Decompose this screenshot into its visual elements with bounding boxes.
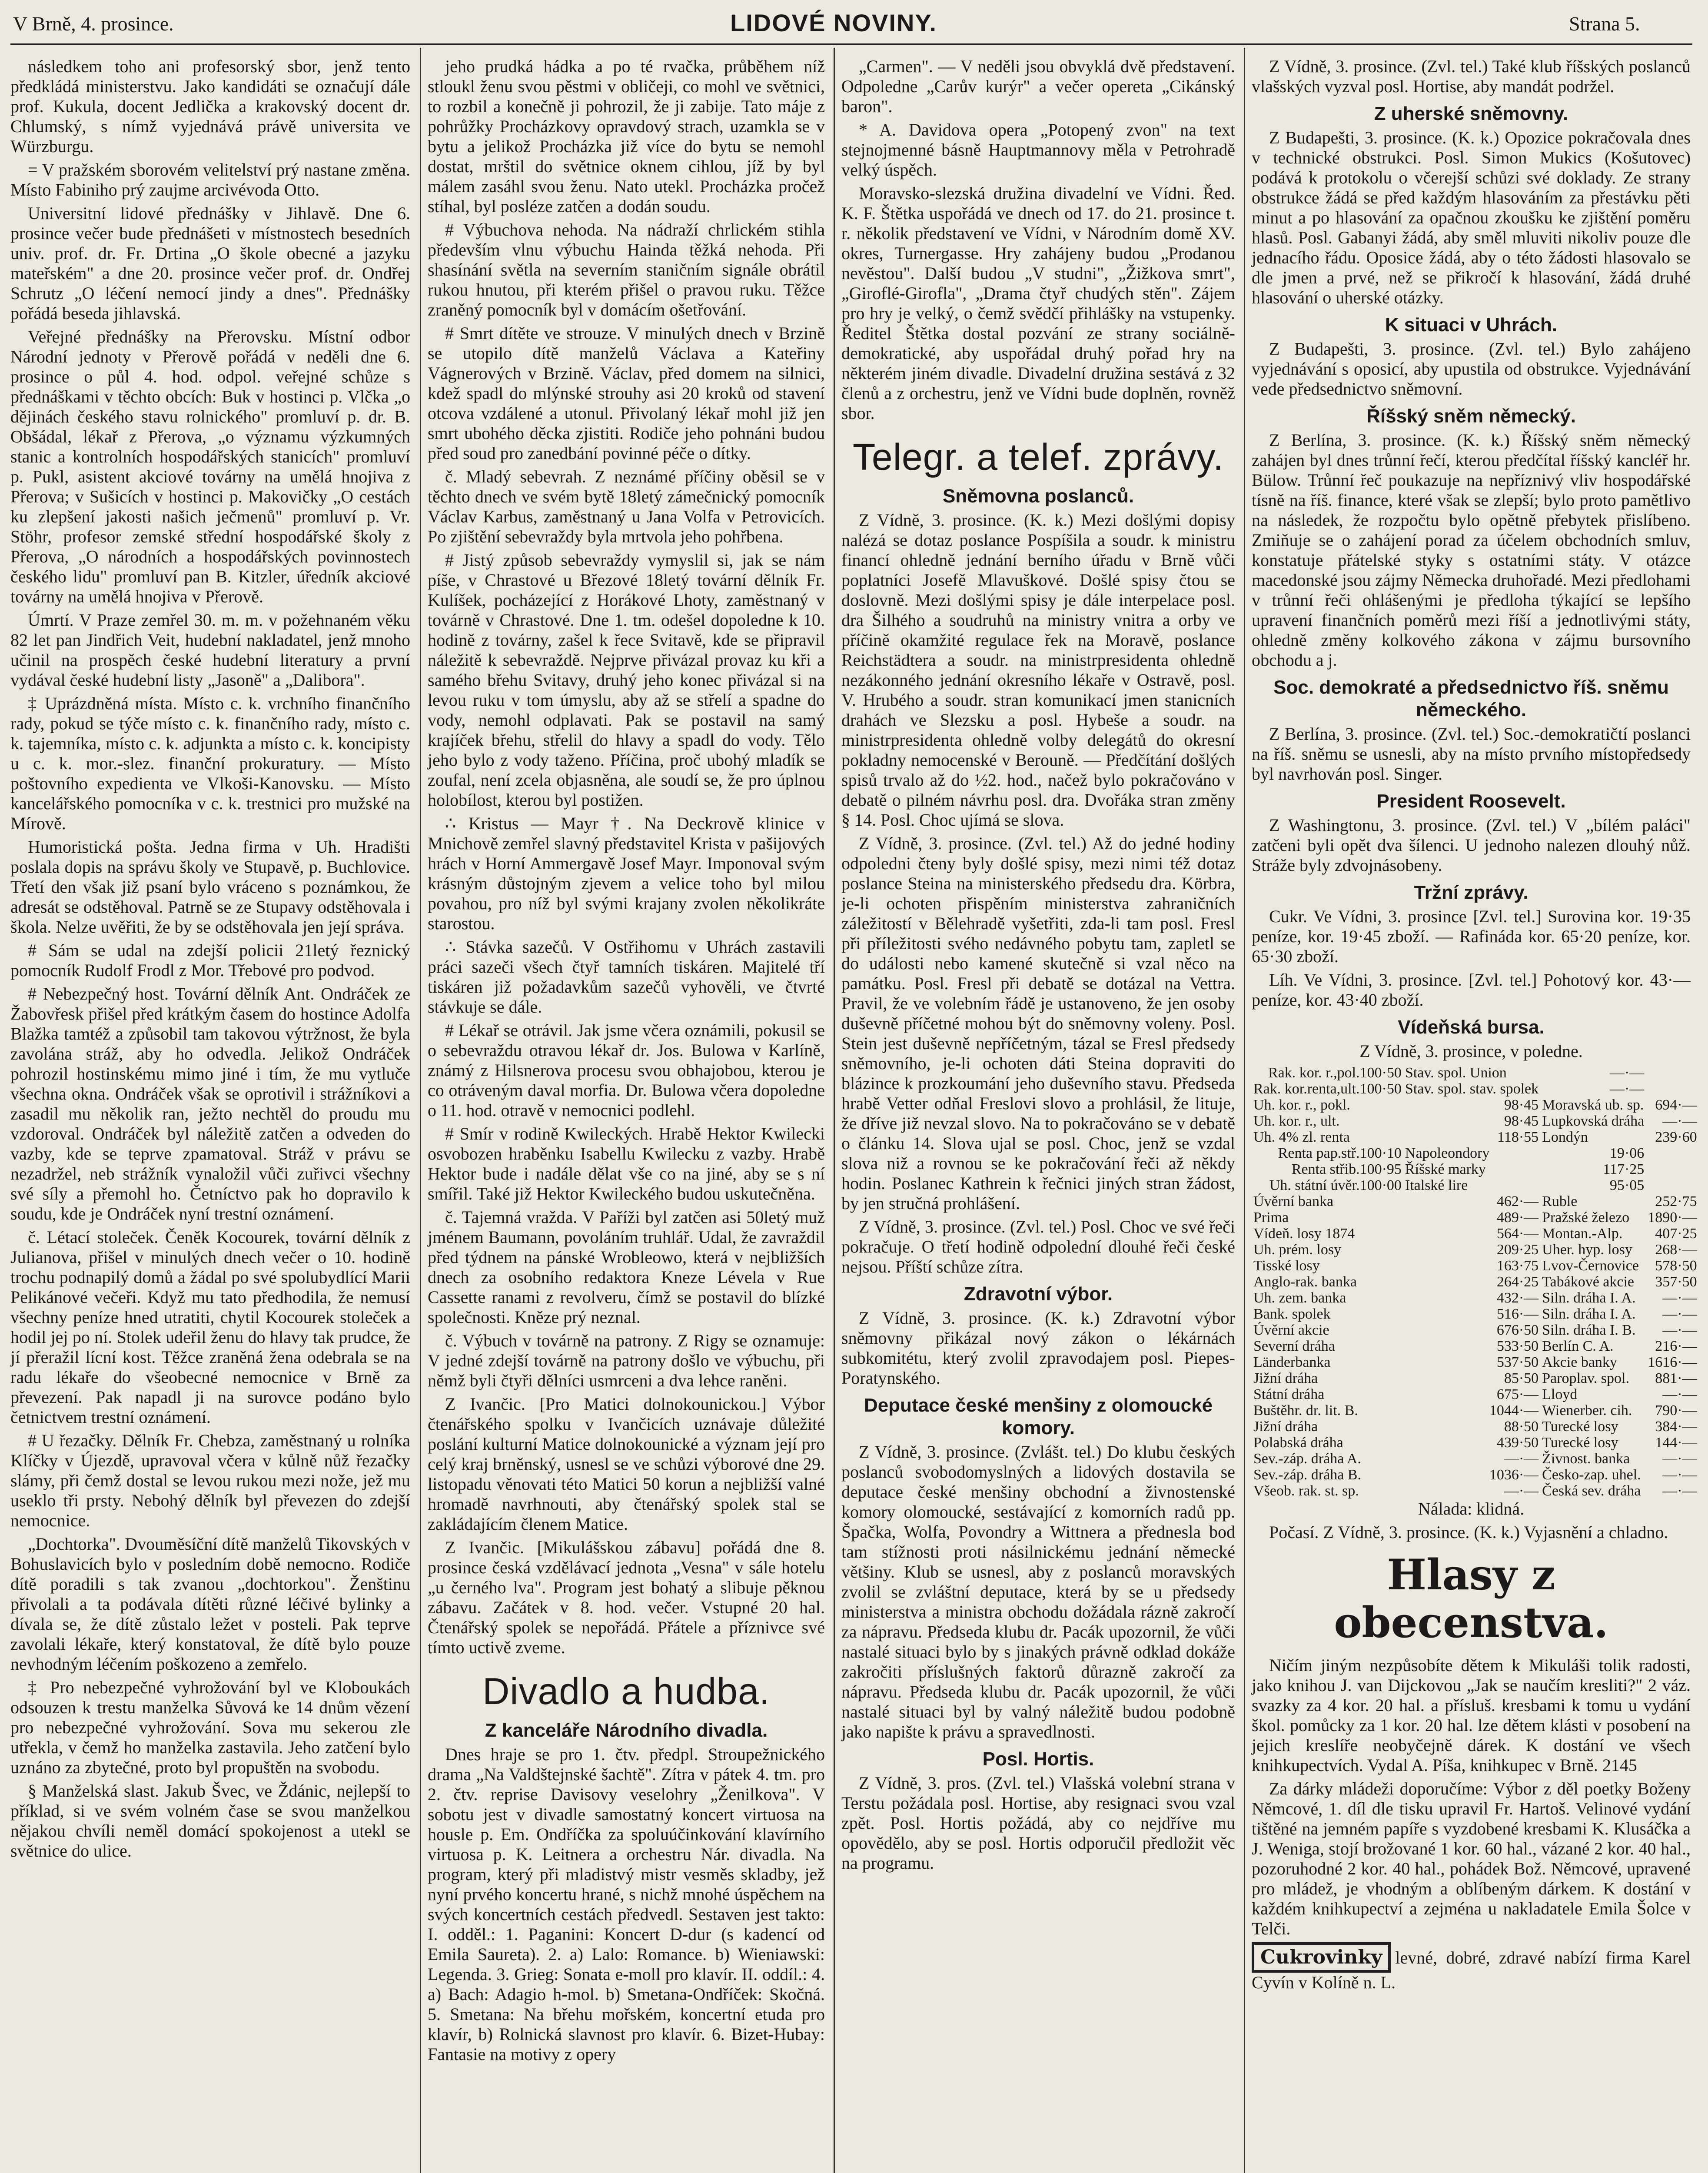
article-paragraph: Z Berlína, 3. prosince. (K. k.) Říšský sněm německý zahájen byl dnes trůnní řečí, kterou předčítal říšský kancléř hr. Bülow. Trůnní řeč poukazuje na nepříznivý vliv hospodářské tísně na říš. finance, které však se zlepší; bylo proto pamětlivo na následek, že rozpočtu bylo opětně přebytek přislíbeno. Zmiňuje se o zahájení porad za účelem obchodních smluv, konstatuje přátelské styky s ostatními státy. V otázce macedonské jsou zájmy Německa druhořadé. Mezi předlohami v trůnní řeči ohlášenými je předloha týkající se lepšího upravení finančních poměrů mezi říší a jednotlivými státy, ohledně změny kolkového zákona v zájmu bursovního obchodu a j. xyxy=(1252,430,1691,670)
table-row xyxy=(1252,1322,1699,1338)
article-paragraph: č. Mladý sebevrah. Z neznámé příčiny oběsil se v těchto dnech ve svém bytě 18letý zámečnický pomocník Václav Karbus, zaměstnaný u Jana Volfa v Petrovicích. Po zjištění sebevraždy byla mrtvola jeho pohřbena. xyxy=(428,467,825,546)
ad-logo: Cukrovinky xyxy=(1252,1942,1391,1973)
column-rule-3 xyxy=(1244,48,1245,2173)
table-cell: 95·05 xyxy=(1609,1177,1645,1193)
table-cell: Berlín C. A. xyxy=(1542,1338,1614,1354)
table-row xyxy=(1252,1242,1699,1258)
table-cell: 790·— xyxy=(1655,1402,1697,1419)
table-cell: Bank. spolek xyxy=(1253,1306,1331,1322)
table-cell: Stav. spol. Union xyxy=(1405,1065,1507,1081)
table-row xyxy=(1252,1402,1699,1419)
table-cell: 516·— xyxy=(1496,1306,1539,1322)
article-paragraph: # Výbuchova nehoda. Na nádraží chrlickém stihla především vlnu výbuchu Hainda těžká nehoda. Při shasínání světla na severním staničním signále obrátil rukou hnutou, při kterém přišel o pravou ruku. Těžce zraněný pomocník byl v domácím ošetřování. xyxy=(428,220,825,319)
table-cell: Buštěhr. dr. lit. B. xyxy=(1253,1402,1358,1419)
article-paragraph: Moravsko-slezská družina divadelní ve Vídni. Řed. K. F. Štětka uspořádá ve dnech od 17. do 21. prosince t. r. několik představení ve Vídni, v Národním domě XV. okres, Turnergasse. Hry zahájeny budou „Prodanou nevěstou". Další budou „V studni", „Žižkova smrt", „Giroflé-Girofla", „Drama čtyř chudých stěn". Zájem pro hry je velký, o čemž svědčí přihlášky na vstupenky. Ředitel Štětka dostal pozvání ze strany sociálně-demokratické, aby uspořádal druhý pořad hry na některém jiném divadle. Divadelní družina sestává z 32 členů a z orchestru, jenž ve Vídni bude doplněn, rovněž sbor. xyxy=(841,183,1235,423)
table-cell: Česká sev. dráha xyxy=(1542,1483,1641,1499)
table-cell: Uh. kor. r., ult. xyxy=(1253,1113,1340,1129)
section-heading: Z kanceláře Národního divadla. xyxy=(485,1720,768,1741)
table-cell: 88·50 xyxy=(1504,1419,1539,1435)
table-cell: —·— xyxy=(1662,1113,1697,1129)
table-cell: —·— xyxy=(1662,1451,1697,1467)
article-paragraph: # Smír v rodině Kwileckých. Hrabě Hektor Kwilecki osvobozen hraběnku Isabellu Kwilecku z vazby. Hrabě Hektor bude i nadále dělat vše co na jiné, aby se s ní smířil. Také již Hektor Kwileckého budou uskutečněna. xyxy=(428,1124,825,1203)
section-heading: Posl. Hortis. xyxy=(982,1748,1094,1770)
table-cell: 252·75 xyxy=(1655,1193,1697,1209)
table-row xyxy=(1252,1419,1699,1435)
column-1 xyxy=(10,56,410,2173)
table-cell: Italské lire xyxy=(1405,1177,1468,1193)
table-row xyxy=(1252,1081,1699,1097)
article-paragraph: Z Ivančic. [Mikulášskou zábavu] pořádá dne 8. prosince česká vzdělávací jednota „Vesna" v sále hotelu „u černého lva". Program jest bohatý a slibuje pěknou zábavu. Začátek v 8. hod. večer. Vstupné 20 hal. Čtenářský spolek se nepořádá. Přátele a příznivce své tímto uctivě zveme. xyxy=(428,1538,825,1657)
section-heading: Divadlo a hudba. xyxy=(482,1671,770,1712)
table-cell: Rak. kor.renta,ult.100·50 xyxy=(1253,1081,1402,1097)
table-cell: —·— xyxy=(1609,1081,1645,1097)
section-heading: Sněmovna poslanců. xyxy=(942,485,1134,507)
table-row xyxy=(1252,1386,1699,1402)
table-cell: 209·25 xyxy=(1496,1242,1539,1258)
table-cell: Lvov-Černovice xyxy=(1542,1258,1639,1274)
table-cell: Napoleondory xyxy=(1405,1145,1490,1161)
article-paragraph: „Dochtorka". Dvouměsíční dítě manželů Tikovských v Bohuslavicích bylo v posledním době nemocno. Rodiče dítě poradili s tak zvanou „dochtorkou". Ženštinu přivolali a ta podávala dítěti různé léčivé bylinky a dívala se, že dítě zůstalo ležet v posteli. Pak teprve zavolali lékaře, který konstatoval, že dítě bylo pouze nevhodným léčením poškozeno a zemřelo. xyxy=(10,1534,410,1674)
article-paragraph: č. Tajemná vražda. V Paříži byl zatčen asi 50letý muž jménem Baumann, povoláním truhlář. Udal, že zavraždil před týdnem na pánské Wrobleowo, která v nejbližších dnech za osobního redaktora Kneze Lévela v Rue Cassette ranami z revolveru, čímž se postavil do blízké společnosti. Kněze prý neznal. xyxy=(428,1207,825,1327)
article-paragraph: # Lékař se otrávil. Jak jsme včera oznámili, pokusil se o sebevraždu otravou lékař dr. Jos. Bulowa v Karlíně, známý z Hilsnerova procesu svou obhajobou, kterou je co otráveným daval morfia. Dr. Bulowa včera dopoledne o 11. hod. otravě v nemocnici podlehl. xyxy=(428,1020,825,1120)
table-cell: 407·25 xyxy=(1655,1226,1697,1242)
table-cell: Siln. dráha I. B. xyxy=(1542,1322,1636,1338)
table-cell: Uh. státní úvěr.100·00 xyxy=(1269,1177,1402,1193)
table-row xyxy=(1252,1338,1699,1354)
table-cell: 489·— xyxy=(1496,1209,1539,1226)
table-row xyxy=(1252,1065,1699,1081)
table-cell: —·— xyxy=(1662,1467,1697,1483)
article-paragraph: „Carmen". — V neděli jsou obvyklá dvě představení. Odpoledne „Carův kurýr" a večer opereta „Cikánský baron". xyxy=(841,56,1235,116)
table-row xyxy=(1252,1113,1699,1129)
article-paragraph: = V pražském sborovém velitelství prý nastane změna. Místo Fabiniho prý zaujme arcivévoda Otto. xyxy=(10,160,410,199)
table-row xyxy=(1252,1129,1699,1145)
article-paragraph: Z Budapešti, 3. prosince. (Zvl. tel.) Bylo zahájeno vyjednávání s oposicí, aby upustila od obstrukce. Vyjednávání vede předsednictvo sněmovní. xyxy=(1252,339,1691,399)
table-cell: Länderbanka xyxy=(1253,1354,1331,1370)
table-cell: 264·25 xyxy=(1496,1274,1539,1290)
table-cell: 439·50 xyxy=(1496,1435,1539,1451)
table-cell: 537·50 xyxy=(1496,1354,1539,1370)
table-cell: Uh. kor. r., pokl. xyxy=(1253,1097,1350,1113)
table-cell: Turecké losy xyxy=(1542,1419,1618,1435)
table-cell: Renta střib.100·95 xyxy=(1291,1161,1402,1177)
article-paragraph: Za dárky mládeži doporučíme: Výbor z děl poetky Boženy Němcové, 1. díl dle tisku upravil Fr. Hartoš. Velinové vydání tištěné na jemném papíře s vyzdobené kresbami K. Klusáčka a J. Weniga, stojí brožované 1 kor. 60 hal., vázané 2 kor. 40 hal., pozoruhodné 2 kor. 40 hal., pohádek Bož. Němcové, upravené pro mládež, je vhodným a oblíbeným dárkem. K dostání v každém knihkupectví a zejména u nakladatele Emila Šolce v Telči. xyxy=(1252,1779,1691,1938)
table-cell: Prima xyxy=(1253,1209,1289,1226)
article-paragraph: Z Vídně, 3. prosince. (K. k.) Zdravotní výbor sněmovny přikázal nový zákon o lékárnách subkomitétu, který zvolil zpravodajem posl. Piepes-Poratynského. xyxy=(841,1308,1235,1388)
table-row xyxy=(1252,1483,1699,1499)
table-cell: 117·25 xyxy=(1603,1161,1645,1177)
column-rule-1 xyxy=(420,48,421,2173)
article-paragraph: Ničím jiným nezpůsobíte dětem k Mikuláši tolik radosti, jako knihou J. van Dijckovou „Jak se naučím kresliti?" 2 váz. svazky za 4 kor. 20 hal. a přísluš. kresbami k tomu u vydání škol. pomůcky za 1 kor. 20 hal. lze dětem klásti v posobení na jejich kreslíře neobyčejně dárek. K dostání ve všech knihkupectvích. Vydal A. Píša, knihkupec v Brně. 2145 xyxy=(1252,1655,1691,1775)
table-cell: Sev.-záp. dráha A. xyxy=(1253,1451,1361,1467)
table-cell: Říšské marky xyxy=(1405,1161,1486,1177)
table-cell: 1616·— xyxy=(1648,1354,1697,1370)
table-cell: Lloyd xyxy=(1542,1386,1578,1402)
table-row xyxy=(1252,1161,1699,1177)
table-row xyxy=(1252,1370,1699,1386)
table-row xyxy=(1252,1290,1699,1306)
table-cell: Wienerber. cih. xyxy=(1542,1402,1632,1419)
table-cell: 432·— xyxy=(1496,1290,1539,1306)
article-paragraph: Z Ivančic. [Pro Matici dolnokounickou.] Výbor čtenářského spolku v Ivančicích uznávaje důležité poslání kulturní Matice dolnokounické a význam její pro celý kraj brněnský, usnesl se ve schůzi výborové dne 29. listopadu věnovati této Matici 50 korun a nejbližší valné hromadě navrhnouti, aby čtenářský spolek stal se zakládajícím členem Matice. xyxy=(428,1394,825,1534)
article-paragraph: Z Vídně, 3. prosince. (K. k.) Mezi došlými dopisy nalézá se dotaz poslance Pospíšila a soudr. k ministru financí ohledně jednání berního úřadu v Brně vůči poplatníci Josefě Mlavuškové. Došlé spisy čtou se doslovně. Mezi došlými spisy je dále interpelace posl. dra Šilhého a soudruhů na ministry vnitra a orby ve příčině okamžité regulace řek na Moravě, poslance Reichstädtera a soudr. na ministrpresidenta ohledně nezákonného jednání okresního lékaře v Ostravě, posl. V. Hrubého a soudr. stran komunikací jmen stanicních drahách ve Slezsku a posl. Hybeše a soudr. na ministrpresidenta ohledně volby delegátů do okresní pokladny nemocenské v Berouně. — Předčítání došlých spisů trvalo až do ½2. hod., načež bylo pokračováno v debatě o pilném návrhu posl. dra. Dvořáka stran změny § 14. Posl. Choc ujímá se slova. xyxy=(841,510,1235,830)
table-row xyxy=(1252,1451,1699,1467)
table-cell: Polabská dráha xyxy=(1253,1435,1343,1451)
article-paragraph: Dnes hraje se pro 1. čtv. předpl. Stroupežnického drama „Na Valdštejnské šachtě". Zítra v pátek 4. tm. pro 2. čtv. reprise Davisovy veselohry „Ženilkova". V sobotu jest v divadle samostatný koncert virtuosa na housle p. Em. Ondříčka za spoluúčinkování klavírního virtuosa p. K. Leitnera a orchestru Nár. divadla. Na program, který při mladistvý mistr vesměs skladby, jež nyní prvého koncertu hrané, s nichž mnohé úspěchem na svých koncertních cestách předvedl. Sestaven jest takto: I. odděl.: 1. Paganini: Koncert D-dur (s kadencí od Emila Saureta). 2. a) Lalo: Romance. b) Wieniawski: Legenda. 3. Grieg: Sonata e-moll pro klavír. II. oddíl.: 4. a) Bach: Adagio h-mol. b) Smetana-Ondříček: Skočná. 5. Smetana: Na břehu mořském, koncertní etuda pro klavír, b) Rolnická slavnost pro klavír. 6. Bizet-Hubay: Fantasie na motivy z opery xyxy=(428,1744,825,2064)
article-paragraph: Cukr. Ve Vídni, 3. prosince [Zvl. tel.] Surovina kor. 19·35 peníze, kor. 19·45 zboží. — Rafináda kor. 65·20 peníze, kor. 65·30 zboží. xyxy=(1252,907,1691,966)
table-cell: —·— xyxy=(1609,1065,1645,1081)
table-cell: 462·— xyxy=(1496,1193,1539,1209)
table-row xyxy=(1252,1097,1699,1113)
table-cell: Úvěrní banka xyxy=(1253,1193,1334,1209)
article-paragraph: č. Výbuch v továrně na patrony. Z Rigy se oznamuje: V jedné zdejší továrně na patrony došlo ve výbuchu, při němž byli čtyři dělníci usmrceni a dva lehce raněni. xyxy=(428,1331,825,1390)
section-heading: Soc. demokraté a předsednictvo říš. sněmu německého. xyxy=(1273,677,1669,721)
article-paragraph: # Sám se udal na zdejší policii 21letý řeznický pomocník Rudolf Frodl z Mor. Třebové pro podvod. xyxy=(10,940,410,980)
column-2 xyxy=(428,56,825,2173)
stock-exchange-table xyxy=(1252,1065,1699,1499)
article-paragraph: Z Vídně, 3. prosince. (Zvlášt. tel.) Do klubu českých poslanců svobodomyslných a lidových dostavila se deputace české menšiny obchodní a živnostenské komory olomoucké, sestávající z komorních radů pp. Špačka, Wolfa, Povondry a Wittnera a přednesla bod tam stížnosti proti násilnickému jednání německé většiny. Klub se usnesl, aby z poslanců moravských zvolil se zvláštní deputace, která by se u předsedy ministerstva a ministra obchodu dožádala rázně zakročí za nápravu. Předseda klubu dr. Pacák upozornil, že vůči nastalé situaci bylo by s jinakých právně odklad dokáže zakročiti příslušných faktorů důrazně zakročí za nápravu. Předseda klubu dr. Pacák upozornil, že vůči nastalé situaci byl by valný náležitě budou podobně jako napište k právu a spravedlnosti. xyxy=(841,1442,1235,1741)
table-cell: 357·50 xyxy=(1655,1274,1697,1290)
page-header xyxy=(13,3,1699,43)
table-cell: Uh. prém. losy xyxy=(1253,1242,1342,1258)
table-cell: Paroplav. spol. xyxy=(1542,1370,1629,1386)
header-rule xyxy=(10,43,1692,45)
article-paragraph: ∴ Stávka sazečů. V Ostřihomu v Uhrách zastavili práci sazeči všech čtyř tamních tiskáren. Majitelé tří tiskáren již požadavkům sazečů vyhověli, ve čtvrté stávkuje se dále. xyxy=(428,937,825,1017)
table-row xyxy=(1252,1226,1699,1242)
article-paragraph: # Jistý způsob sebevraždy vymyslil si, jak se nám píše, v Chrastové u Březové 18letý tovární dělník Fr. Kulíšek, pocházející z Horákové Lhoty, zaměstnaný v továrně v Chrastové. Dne 1. tm. odešel dopoledne k 10. hodině z továrny, zašel k řece Svitavě, kde se připravil náležitě k sebevraždě. Nejprve přivázal provaz ku kři a samého břehu Svitavy, druhý jeho konec přivázal si na levou ruku v tom úmyslu, aby až se střelí a spadne do vody, nemohl odplavati. Pak se postavil na samý krajíček břehu, střelil do hlavy a spadl do vody. Tělo jeho bylo z vody taženo. Příčina, proč ubohý mladík se zoufal, není zcela objasněna, ale soudí se, že pro úplnou holobílost, kterou byl postižen. xyxy=(428,550,825,810)
article-paragraph: Universitní lidové přednášky v Jihlavě. Dne 6. prosince večer bude přednášeti v místnostech besedních univ. prof. dr. Fr. Drtina „O škole obecné a jazyku mateřském" a dne 20. prosince večer prof. dr. Ondřej Schrutz „O léčení nemocí jindy a dnes". Přednášky pořádá beseda jihlavská. xyxy=(10,203,410,323)
table-cell: 216·— xyxy=(1655,1338,1697,1354)
table-row xyxy=(1252,1435,1699,1451)
article-paragraph: Z Budapešti, 3. prosince. (K. k.) Opozice pokračovala dnes v technické obstrukci. Posl. Simon Mukics (Košutovec) podává k protokolu o včerejší schůzi své doklady. Ze strany obstrukce žádá se před každým hlasováním za přestávku pěti minut a po hlasování za opačnou zkoušku ke zjištění poměru hlasů. Posl. Gabanyi žádá, aby směl mluviti nikoliv pouze dle jednacího řádu. Oposice žádá, aby o této žádosti hlasovalo se dle jmen a prvé, než se přikročí k hlasování, žádá druhé hlasování o uherské otázky. xyxy=(1252,128,1691,307)
table-cell: Státní dráha xyxy=(1253,1386,1325,1402)
article-paragraph: # Smrt dítěte ve strouze. V minulých dnech v Brzině se utopilo dítě manželů Václava a Kateřiny Vágnerových v Brzině. Václav, před domem na silnici, kdež spadl do mlýnské strouhy asi 20 kroků od stavení otcova vzdálené a utonul. Přivolaný lékař mohl již jen smrt ubohého děcka zjistiti. Rodiče jeho pohnáni budou před soud pro zanedbání povinné péče o dítky. xyxy=(428,323,825,463)
article-paragraph: # Nebezpečný host. Tovární dělník Ant. Ondráček ze Žabovřesk přišel před krátkým časem do hostince Adolfa Blažka tamtéž a způsobil tam takovou výtržnost, že byla zavolána stráž, aby ho odvedla. Jelikož Ondráček pohrozil hostinskému mimo jiné i tím, že mu vytluče všechna okna. Ondráček však se oprotivil i strážníkovi a zasadil mu několik ran, ježto nechtěl do proudu mu vzdoroval. Ondráček byl náležitě zatčen a odveden do vazby, kde se teprve zpamatoval. Stráž v právu se nezadržel, neb strážník vynaložil vůči zuřivci všechny své síly a přemohl ho. Četníctvo pak ho dopravilo k soudu, kde je Ondráček nyní trestní oznámení. xyxy=(10,984,410,1223)
article-paragraph: § Manželská slast. Jakub Švec, ve Ždánic, nejlepší to příklad, si ve svém volném čase se svou manželkou nějakou chvíli neměl domácí spokojenost a utekl se světnice do ulice. xyxy=(10,1781,410,1861)
section-heading: Hlasy z obecenstva. xyxy=(1334,1550,1608,1647)
column-rule-2 xyxy=(834,48,835,2173)
table-cell: Uher. hyp. losy xyxy=(1542,1242,1632,1258)
section-heading: Říšský sněm německý. xyxy=(1366,405,1576,427)
ad-text: levné, dobré, zdravé nabízí firma Karel Cyvín v Kolíně n. L. xyxy=(1252,1948,1691,1992)
table-cell: 268·— xyxy=(1655,1242,1697,1258)
table-cell: Tisské losy xyxy=(1253,1258,1320,1274)
bursa-mood: Nálada: klidná. xyxy=(1418,1499,1525,1518)
table-cell: Londýn xyxy=(1542,1129,1588,1145)
table-cell: 118·55 xyxy=(1497,1129,1539,1145)
column-3 xyxy=(841,56,1235,2173)
article-paragraph: Úmrtí. V Praze zemřel 30. m. m. v požehnaném věku 82 let pan Jindřich Veit, hudební nakladatel, jenž mnoho učinil na prospěch české hudební literatury a první vydával české hudební listy „Jasoně" a „Dalibora". xyxy=(10,610,410,690)
table-cell: Lupkovská dráha xyxy=(1542,1113,1645,1129)
table-cell: Uh. 4% zl. renta xyxy=(1253,1129,1350,1145)
section-heading: Zdravotní výbor. xyxy=(964,1283,1113,1305)
header-date: V Brně, 4. prosince. xyxy=(13,13,174,35)
table-cell: Siln. dráha I. A. xyxy=(1542,1306,1636,1322)
table-cell: 1044·— xyxy=(1489,1402,1539,1419)
table-cell: Moravská ub. sp. xyxy=(1542,1097,1644,1113)
article-paragraph: Z Vídně, 3. prosince. (Zvl. tel.) Posl. Choc ve své řeči pokračuje. O třetí hodině odpolední dlouhé řeči české nejsou. Příští schůze zítra. xyxy=(841,1217,1235,1276)
table-cell: 239·60 xyxy=(1655,1129,1697,1145)
table-cell: —·— xyxy=(1662,1290,1697,1306)
table-cell: Sev.-záp. dráha B. xyxy=(1253,1467,1361,1483)
table-cell: 533·50 xyxy=(1496,1338,1539,1354)
table-row xyxy=(1252,1177,1699,1193)
article-paragraph: Z Washingtonu, 3. prosince. (Zvl. tel.) V „bílém paláci" zatčeni byli opět dva šílenci. U jednoho nalezen dlouhý nůž. Stráže byly zdvojnásobeny. xyxy=(1252,815,1691,875)
article-paragraph: Z Vídně, 3. prosince. (Zvl. tel.) Až do jedné hodiny odpoledni čteny byly došlé spisy, mezi nimi též dotaz poslance Steina na ministerského předsedu dra. Körbra, je-li ochoten přispěním ministerstva zahraničních záležitostí v Bělehradě vyšetřiti, zda-li tam posl. Fresl při příležitosti svého nedávného pobytu tam, zapletl se do události nebo kamené skutečně si vzal něco na památku. Posl. Fresl při debatě se dotázal na Vettra. Pravil, že ve volebním řádě je ustanoveno, že jen osoby duševně příčetné mohou být do sněmovny voleny. Posl. Stein jest duševně nepříčetným, tázal se Fresl předsedy sněmovního, je-li ochoten dáti Steina dopraviti do blázince k prozkoumání jeho duševního stavu. Předseda hrabě Vetter odňal Freslovi slovo a prohlásil, že lituje, že dříve již nevzal slovo. Na to pokračováno se v debatě o článku 14. Slova ujal se posl. Choc, jenž se vzdal slova niž a rovnou se ke pokračování řeči až někdy hodin. Poslanec Kathrein k řečnici jiných stran žádost, by jen stručná prohlášení. xyxy=(841,834,1235,1213)
table-cell: Stav. spol. stav. spolek xyxy=(1405,1081,1539,1097)
table-cell: Akcie banky xyxy=(1542,1354,1617,1370)
article-paragraph: ‡ Pro nebezpečné vyhrožování byl ve Kloboukách odsouzen k trestu manželka Sůvová ke 14 dnům vězení pro nebezpečné vyhrožování. Sova mu sekerou zle utřekla, v čemž ho manželka zastavila. Jeho zatčení bylo uznáno za zbytečné, proto byl propuštěn na svobodu. xyxy=(10,1678,410,1777)
table-cell: Živnost. banka xyxy=(1542,1451,1630,1467)
table-cell: Montan.-Alp. xyxy=(1542,1226,1623,1242)
article-paragraph: Počasí. Z Vídně, 3. prosince. (K. k.) Vyjasnění a chladno. xyxy=(1269,1522,1668,1542)
section-heading: Z uherské sněmovny. xyxy=(1374,103,1568,124)
article-paragraph: ∴ Kristus — Mayr †. Na Deckrově klinice v Mnichově zemřel slavný představitel Krista v pašijových hrách v Horní Ammergavě Josef Mayr. Imponoval svým krásným důstojným zjevem a velice toho byl milou povahou, pro níž byl svými krajany zvolen několikráte starostou. xyxy=(428,814,825,933)
table-row xyxy=(1252,1354,1699,1370)
table-row xyxy=(1252,1193,1699,1209)
table-cell: Všeob. rak. st. sp. xyxy=(1253,1483,1359,1499)
article-paragraph: Z Vídně, 3. prosince, v poledne. xyxy=(1359,1041,1583,1061)
article-paragraph: * A. Davidova opera „Potopený zvon" na text stejnojmenné básně Hauptmannovy měla v Petrohradě velký úspěch. xyxy=(841,120,1235,179)
article-paragraph: Z Berlína, 3. prosince. (Zvl. tel.) Soc.-demokratičtí poslanci na říš. sněmu se usnesli, aby na místo prvního místopředsedy byl navrhován posl. Singer. xyxy=(1252,724,1691,784)
table-cell: Tabákové akcie xyxy=(1542,1274,1635,1290)
section-heading: Telegr. a telef. zprávy. xyxy=(852,436,1224,478)
table-row xyxy=(1252,1306,1699,1322)
table-cell: 144·— xyxy=(1655,1435,1697,1451)
table-cell: —·— xyxy=(1504,1451,1539,1467)
table-cell: —·— xyxy=(1662,1306,1697,1322)
article-paragraph: ‡ Uprázdněná místa. Místo c. k. vrchního finančního rady, pokud se týče místo c. k. finančního rady, místo c. k. tajemníka, místo c. k. adjunkta a místo c. k. koncipisty u c. k. mor.-slez. finanční prokuratury. — Místo poštovního expedienta ve Vlkoši-Kanovsku. — Místo kancelářského pomocníka v c. k. trestnici pro mužské na Mírově. xyxy=(10,694,410,833)
table-cell: Severní dráha xyxy=(1253,1338,1335,1354)
table-cell: 1890·— xyxy=(1648,1209,1697,1226)
table-cell: Siln. dráha I. A. xyxy=(1542,1290,1636,1306)
table-cell: 98·45 xyxy=(1504,1113,1539,1129)
article-paragraph: Veřejné přednášky na Přerovsku. Místní odbor Národní jednoty v Přerově pořádá v neděli dne 6. prosince o půl 4. hod. odpol. veřejné schůze s přednáškami v těchto obcích: Buk v hostinci p. Vlčka „o dějinách českého stavu rolnického" promluví p. dr. B. Obšádal, lékař z Přerova, „o významu výzkumných stanic a kontrolních hospodářských stanicích" promluví p. Pukl, asistent akciové továrny na umělá hnojiva z Přerova; v Sušicích v hostinci p. Makovičky „O cestách ku zlepšení jakosti našich ječmenů" promluví p. Vr. Stöhr, profesor zemské střední hospodářské školy z Přerova, „O národních a hospodářských povinnostech českého lidu" promluví pan B. Kitzler, úředník akciové továrny na umělá hnojiva v Přerově. xyxy=(10,327,410,606)
section-heading: Tržní zprávy. xyxy=(1414,882,1529,903)
table-cell: 676·50 xyxy=(1496,1322,1539,1338)
column-4 xyxy=(1252,56,1697,2173)
article-paragraph: č. Létací stoleček. Čeněk Kocourek, tovární dělník z Julianova, přišel v minulých dnech večer o 10. hodině trochu podnapilý domů a žádal po své spolubydlící Marii Pelikánové večeři. Když mu tato předhodila, že nemusí všechny peníze hned utratiti, chytil Kocourek stoleček a hodil jej po ní. Stolek udeřil ženu do hlavy tak prudce, že jí přeražil lícní kost. Těžce zraněná žena odebrala se na radu lékaře do všeobecné nemocnice v Brně za převezení. Pak napadl ji na surovce podáno bylo četnictvem trestní oznámení. xyxy=(10,1227,410,1427)
table-cell: Jižní dráha xyxy=(1253,1419,1318,1435)
table-cell: Česko-zap. uhel. xyxy=(1542,1467,1641,1483)
table-cell: Turecké losy xyxy=(1542,1435,1618,1451)
table-row xyxy=(1252,1274,1699,1290)
section-heading: K situaci v Uhrách. xyxy=(1385,314,1558,336)
header-page-number: Strana 5. xyxy=(1569,13,1640,35)
article-paragraph: Líh. Ve Vídni, 3. prosince. [Zvl. tel.] Pohotový kor. 43·— peníze, kor. 43·40 zboží. xyxy=(1252,970,1691,1010)
table-cell: Anglo-rak. banka xyxy=(1253,1274,1357,1290)
article-paragraph: Humoristická pošta. Jedna firma v Uh. Hradišti poslala dopis na správu školy ve Stupavě, p. Buchlovice. Třetí den však již psaní bylo vráceno s poznámkou, že adresát se odstěhoval. Patrně se ze Stupavy odstěhovala i škola. Nelze uvěřiti, že by se odstěhovala jen její správa. xyxy=(10,837,410,937)
table-cell: 881·— xyxy=(1655,1370,1697,1386)
article-paragraph xyxy=(1252,1942,1691,1993)
article-paragraph: Z Vídně, 3. prosince. (Zvl. tel.) Také klub říšských poslanců vlašských vyzval posl. Hortise, aby mandát podržel. xyxy=(1252,56,1691,96)
table-cell: 1036·— xyxy=(1489,1467,1539,1483)
table-cell: —·— xyxy=(1662,1483,1697,1499)
table-cell: —·— xyxy=(1662,1322,1697,1338)
table-cell: Uh. zem. banka xyxy=(1253,1290,1346,1306)
table-row xyxy=(1252,1145,1699,1161)
table-cell: Ruble xyxy=(1542,1193,1578,1209)
table-cell: 578·50 xyxy=(1655,1258,1697,1274)
table-cell: Vídeň. losy 1874 xyxy=(1253,1226,1355,1242)
table-cell: Renta pap.stř.100·10 xyxy=(1278,1145,1402,1161)
table-cell: —·— xyxy=(1662,1386,1697,1402)
table-cell: 675·— xyxy=(1496,1386,1539,1402)
table-cell: 384·— xyxy=(1655,1419,1697,1435)
table-cell: Pražské železo xyxy=(1542,1209,1630,1226)
table-row xyxy=(1252,1209,1699,1226)
table-cell: 85·50 xyxy=(1504,1370,1539,1386)
table-cell: Rak. kor. r.,pol.100·50 xyxy=(1268,1065,1402,1081)
article-paragraph: # U řezačky. Dělník Fr. Chebza, zaměstnaný u rolníka Klíčky v Újezdě, upravoval včera v kůlně nůž řezačky slámy, při čemž dostal se levou rukou mezi nože, jež mu useklo tři prsty. Nebohý dělník byl převezen do zdejší nemocnice. xyxy=(10,1431,410,1530)
table-cell: 163·75 xyxy=(1496,1258,1539,1274)
table-cell: 564·— xyxy=(1496,1226,1539,1242)
section-heading: President Roosevelt. xyxy=(1376,791,1566,812)
table-cell: Jižní dráha xyxy=(1253,1370,1318,1386)
table-cell: 19·06 xyxy=(1609,1145,1645,1161)
article-paragraph: Z Vídně, 3. pros. (Zvl. tel.) Vlašská volební strana v Terstu požádala posl. Hortise, aby resignaci svou vzal zpět. Posl. Hortis požádá, aby co nejdříve mu opovědělo, aby se posl. Hortis odporučil předložit věc na programu. xyxy=(841,1773,1235,1873)
section-heading: Vídeňská bursa. xyxy=(1398,1017,1545,1038)
table-cell: 98·45 xyxy=(1504,1097,1539,1113)
table-cell: Úvěrní akcie xyxy=(1253,1322,1329,1338)
table-row xyxy=(1252,1467,1699,1483)
table-cell: 694·— xyxy=(1655,1097,1697,1113)
article-paragraph: jeho prudká hádka a po té rvačka, průběhem níž stloukl ženu svou pěstmi v obličeji, co mohl ve světnici, to rozbil a konečně ji pohrozil, že ji zabije. Tato máje z pohrůžky Procházkovy opravdový strach, uzamkla se v bytu a jelikož Procházka již více do bytu se nemohl dostat, mrštil do světnice oknem cihlou, jíž by byl málem zasáhl svou ženu. Nato utekl. Procházka pročež stíhal, byl posléze zatčen a dodán soudu. xyxy=(428,56,825,216)
header-newspaper-title: LIDOVÉ NOVINY. xyxy=(730,9,937,37)
table-row xyxy=(1252,1258,1699,1274)
table-cell: —·— xyxy=(1504,1483,1539,1499)
section-heading: Deputace české menšiny z olomoucké komory. xyxy=(864,1395,1213,1439)
article-paragraph: následkem toho ani profesorský sbor, jenž tento předkládá ministerstvu. Jako kandidáti se označují dále prof. Kukula, docent Jedlička a krakovský docent dr. Chlumský, s nímž vyjednává právě universita ve Würzburgu. xyxy=(10,56,410,156)
